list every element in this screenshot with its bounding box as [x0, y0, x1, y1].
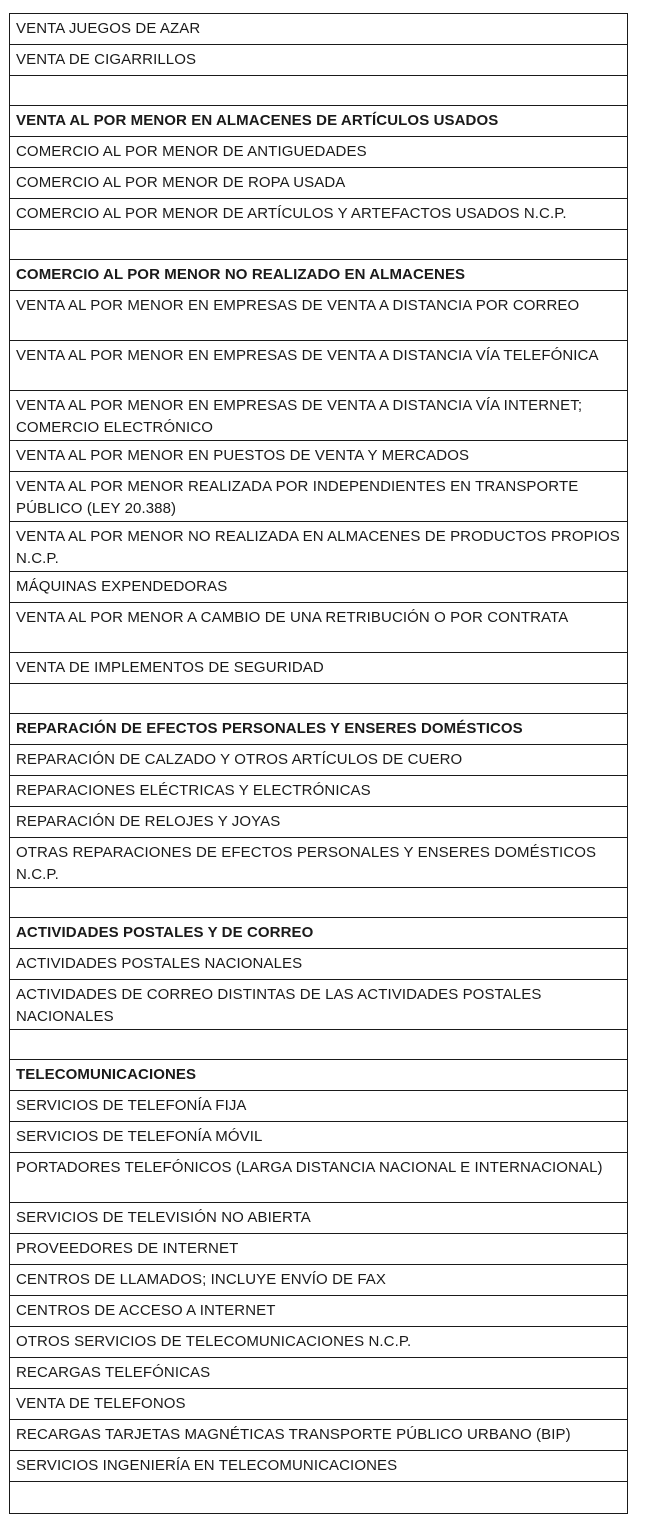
section-header-row: TELECOMUNICACIONES	[10, 1060, 627, 1091]
table-row: VENTA DE CIGARRILLOS	[10, 45, 627, 76]
table-row: VENTA AL POR MENOR EN EMPRESAS DE VENTA A DISTANCIA VÍA INTERNET; COMERCIO ELECTRÓNICO	[10, 391, 627, 441]
blank-row	[10, 230, 627, 260]
table-row: VENTA AL POR MENOR A CAMBIO DE UNA RETRIBUCIÓN O POR CONTRATA	[10, 603, 627, 653]
table-row: RECARGAS TELEFÓNICAS	[10, 1358, 627, 1389]
table-row: MÁQUINAS EXPENDEDORAS	[10, 572, 627, 603]
section-header-row: ACTIVIDADES POSTALES Y DE CORREO	[10, 918, 627, 949]
table-row: PROVEEDORES DE INTERNET	[10, 1234, 627, 1265]
table-row: VENTA AL POR MENOR EN PUESTOS DE VENTA Y MERCADOS	[10, 441, 627, 472]
section-header-row: REPARACIÓN DE EFECTOS PERSONALES Y ENSERES DOMÉSTICOS	[10, 714, 627, 745]
table-row: VENTA DE TELEFONOS	[10, 1389, 627, 1420]
table-row: SERVICIOS DE TELEVISIÓN NO ABIERTA	[10, 1203, 627, 1234]
table-row: COMERCIO AL POR MENOR DE ROPA USADA	[10, 168, 627, 199]
blank-row	[10, 1030, 627, 1060]
table-row: RECARGAS TARJETAS MAGNÉTICAS TRANSPORTE PÚBLICO URBANO (BIP)	[10, 1420, 627, 1451]
section-header-row: COMERCIO AL POR MENOR NO REALIZADO EN ALMACENES	[10, 260, 627, 291]
blank-row	[10, 76, 627, 106]
table-row: COMERCIO AL POR MENOR DE ARTÍCULOS Y ARTEFACTOS USADOS N.C.P.	[10, 199, 627, 230]
table-row: COMERCIO AL POR MENOR DE ANTIGUEDADES	[10, 137, 627, 168]
blank-row	[10, 888, 627, 918]
table-row: OTRAS REPARACIONES DE EFECTOS PERSONALES Y ENSERES DOMÉSTICOS N.C.P.	[10, 838, 627, 888]
table-row: ACTIVIDADES DE CORREO DISTINTAS DE LAS ACTIVIDADES POSTALES NACIONALES	[10, 980, 627, 1030]
table-row: SERVICIOS DE TELEFONÍA FIJA	[10, 1091, 627, 1122]
activity-table	[9, 13, 628, 1514]
table-row: VENTA JUEGOS DE AZAR	[10, 14, 627, 45]
table-row: CENTROS DE LLAMADOS; INCLUYE ENVÍO DE FAX	[10, 1265, 627, 1296]
table-row: VENTA AL POR MENOR REALIZADA POR INDEPENDIENTES EN TRANSPORTE PÚBLICO (LEY 20.388)	[10, 472, 627, 522]
table-row: PORTADORES TELEFÓNICOS (LARGA DISTANCIA NACIONAL E INTERNACIONAL)	[10, 1153, 627, 1203]
table-row: VENTA AL POR MENOR EN EMPRESAS DE VENTA A DISTANCIA POR CORREO	[10, 291, 627, 341]
blank-row	[10, 684, 627, 714]
table-row: CENTROS DE ACCESO A INTERNET	[10, 1296, 627, 1327]
table-row: SERVICIOS INGENIERÍA EN TELECOMUNICACIONES	[10, 1451, 627, 1482]
table-row: REPARACIÓN DE RELOJES Y JOYAS	[10, 807, 627, 838]
table-row: VENTA DE IMPLEMENTOS DE SEGURIDAD	[10, 653, 627, 684]
table-row: ACTIVIDADES POSTALES NACIONALES	[10, 949, 627, 980]
table-row: VENTA AL POR MENOR EN EMPRESAS DE VENTA A DISTANCIA VÍA TELEFÓNICA	[10, 341, 627, 391]
table-row: REPARACIONES ELÉCTRICAS Y ELECTRÓNICAS	[10, 776, 627, 807]
table-row: VENTA AL POR MENOR NO REALIZADA EN ALMACENES DE PRODUCTOS PROPIOS N.C.P.	[10, 522, 627, 572]
table-row: OTROS SERVICIOS DE TELECOMUNICACIONES N.C.P.	[10, 1327, 627, 1358]
blank-row	[10, 1482, 627, 1514]
section-header-row: VENTA AL POR MENOR EN ALMACENES DE ARTÍCULOS USADOS	[10, 106, 627, 137]
table-row: SERVICIOS DE TELEFONÍA MÓVIL	[10, 1122, 627, 1153]
table-row: REPARACIÓN DE CALZADO Y OTROS ARTÍCULOS DE CUERO	[10, 745, 627, 776]
